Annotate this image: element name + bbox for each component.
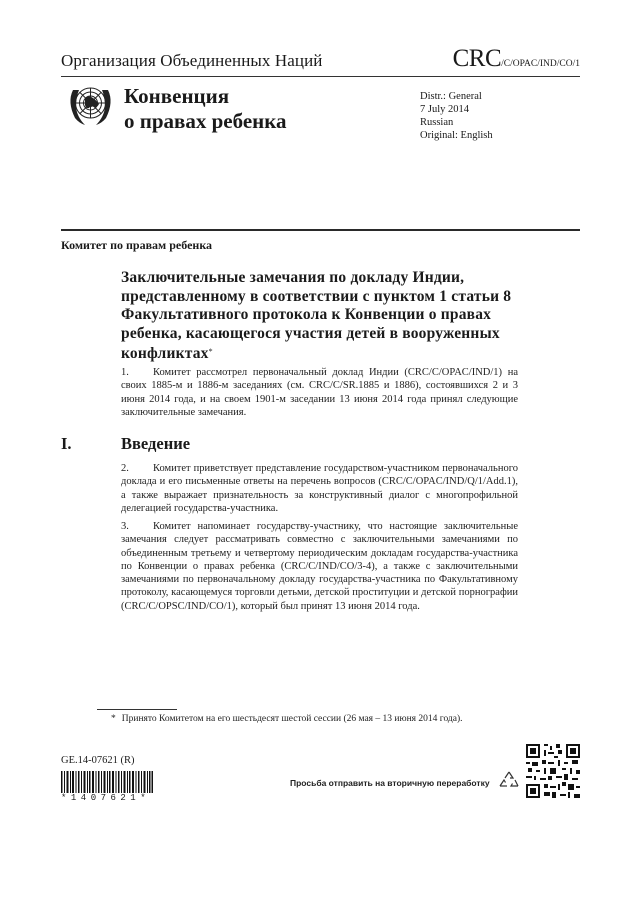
section-title: Введение [121, 434, 191, 453]
paragraph-2 [121, 462, 518, 515]
paragraph-text: Комитет приветствует представление государством-участником первоначального доклада и его письменные ответы на перечень вопросов (CRC/C/OPAC/IND/Q/1/Add.1), а также выражает признательность за конструктивный диалог с многопрофильной делегацией государства-участника. [121, 463, 518, 514]
original-language: Original: English [420, 130, 493, 141]
paragraph-number: 2. [121, 463, 129, 474]
section-divider [61, 229, 580, 231]
distribution: Distr.: General [420, 91, 482, 102]
paragraph-number: 1. [121, 367, 129, 378]
document-title [121, 269, 541, 364]
symbol-suffix: /C/OPAC/IND/CO/1 [501, 59, 580, 69]
footnote-text: Принято Комитетом на его шестьдесят шестой сессии (26 мая – 13 июня 2014 года). [121, 714, 463, 724]
convention-title-line1: Конвенция [124, 84, 230, 108]
document-meta [420, 90, 493, 142]
job-number: GE.14-07621 (R) [61, 755, 135, 766]
section-number: I. [61, 434, 72, 453]
un-emblem-icon [63, 80, 118, 130]
convention-title-line2: о правах ребенка [124, 109, 287, 133]
footnote [111, 714, 463, 724]
document-symbol [453, 45, 580, 73]
paragraph-number: 3. [121, 521, 129, 532]
paragraph-text: Комитет рассмотрел первоначальный доклад Индии (CRC/C/OPAC/IND/1) на своих 1885-м и 1886-м заседаниях (см. CRC/C/SR.1885 и 1886), состоявшихся 2 и 3 июня 2014 года, и на своем 1901-м заседании 13 июня 2014 года принял следующие заключительные замечания. [121, 367, 518, 418]
language: Russian [420, 117, 454, 128]
date: 7 July 2014 [420, 104, 470, 115]
organization-name: Организация Объединенных Наций [61, 51, 323, 70]
paragraph-1 [121, 366, 518, 419]
symbol-main: CRC [452, 45, 502, 72]
recycle-icon [498, 770, 520, 792]
barcode-icon [61, 771, 153, 793]
paragraph-text: Комитет напоминает государству-участнику, что настоящие заключительные замечания следует рассматривать совместно с заключительными замечаниями по объединенным третьему и четвертому периодическим докладам государства-участника по Конвенции о правах ребенка (CRC/C/IND/CO/3-4), а также с заключительными замечаниями по первоначальному докладу государства-участника по Факультативному протоколу, касающемуся торговли детьми, детской проституции и детской порнографии (CRC/C/OPSC/IND/CO/1), который был принят 13 июня 2014 года. [121, 521, 518, 612]
barcode-number: *1407621* [61, 793, 151, 803]
footnote-divider [97, 709, 177, 710]
title-footnote-mark: * [208, 347, 213, 356]
qr-code-icon [526, 744, 580, 798]
convention-title [124, 84, 287, 134]
recycle-notice: Просьба отправить на вторичную переработку [290, 778, 490, 788]
document-title-text: Заключительные замечания по докладу Индии, представленному в соответствии с пунктом 1 статьи 8 Факультативного протокола к Конвенции о правах ребенка, касающегося участия детей в вооруженных конфликтах [121, 269, 512, 362]
committee-name: Комитет по правам ребенка [61, 238, 213, 252]
header-divider [61, 76, 580, 77]
footnote-mark: * [111, 714, 116, 724]
paragraph-3 [121, 520, 518, 613]
